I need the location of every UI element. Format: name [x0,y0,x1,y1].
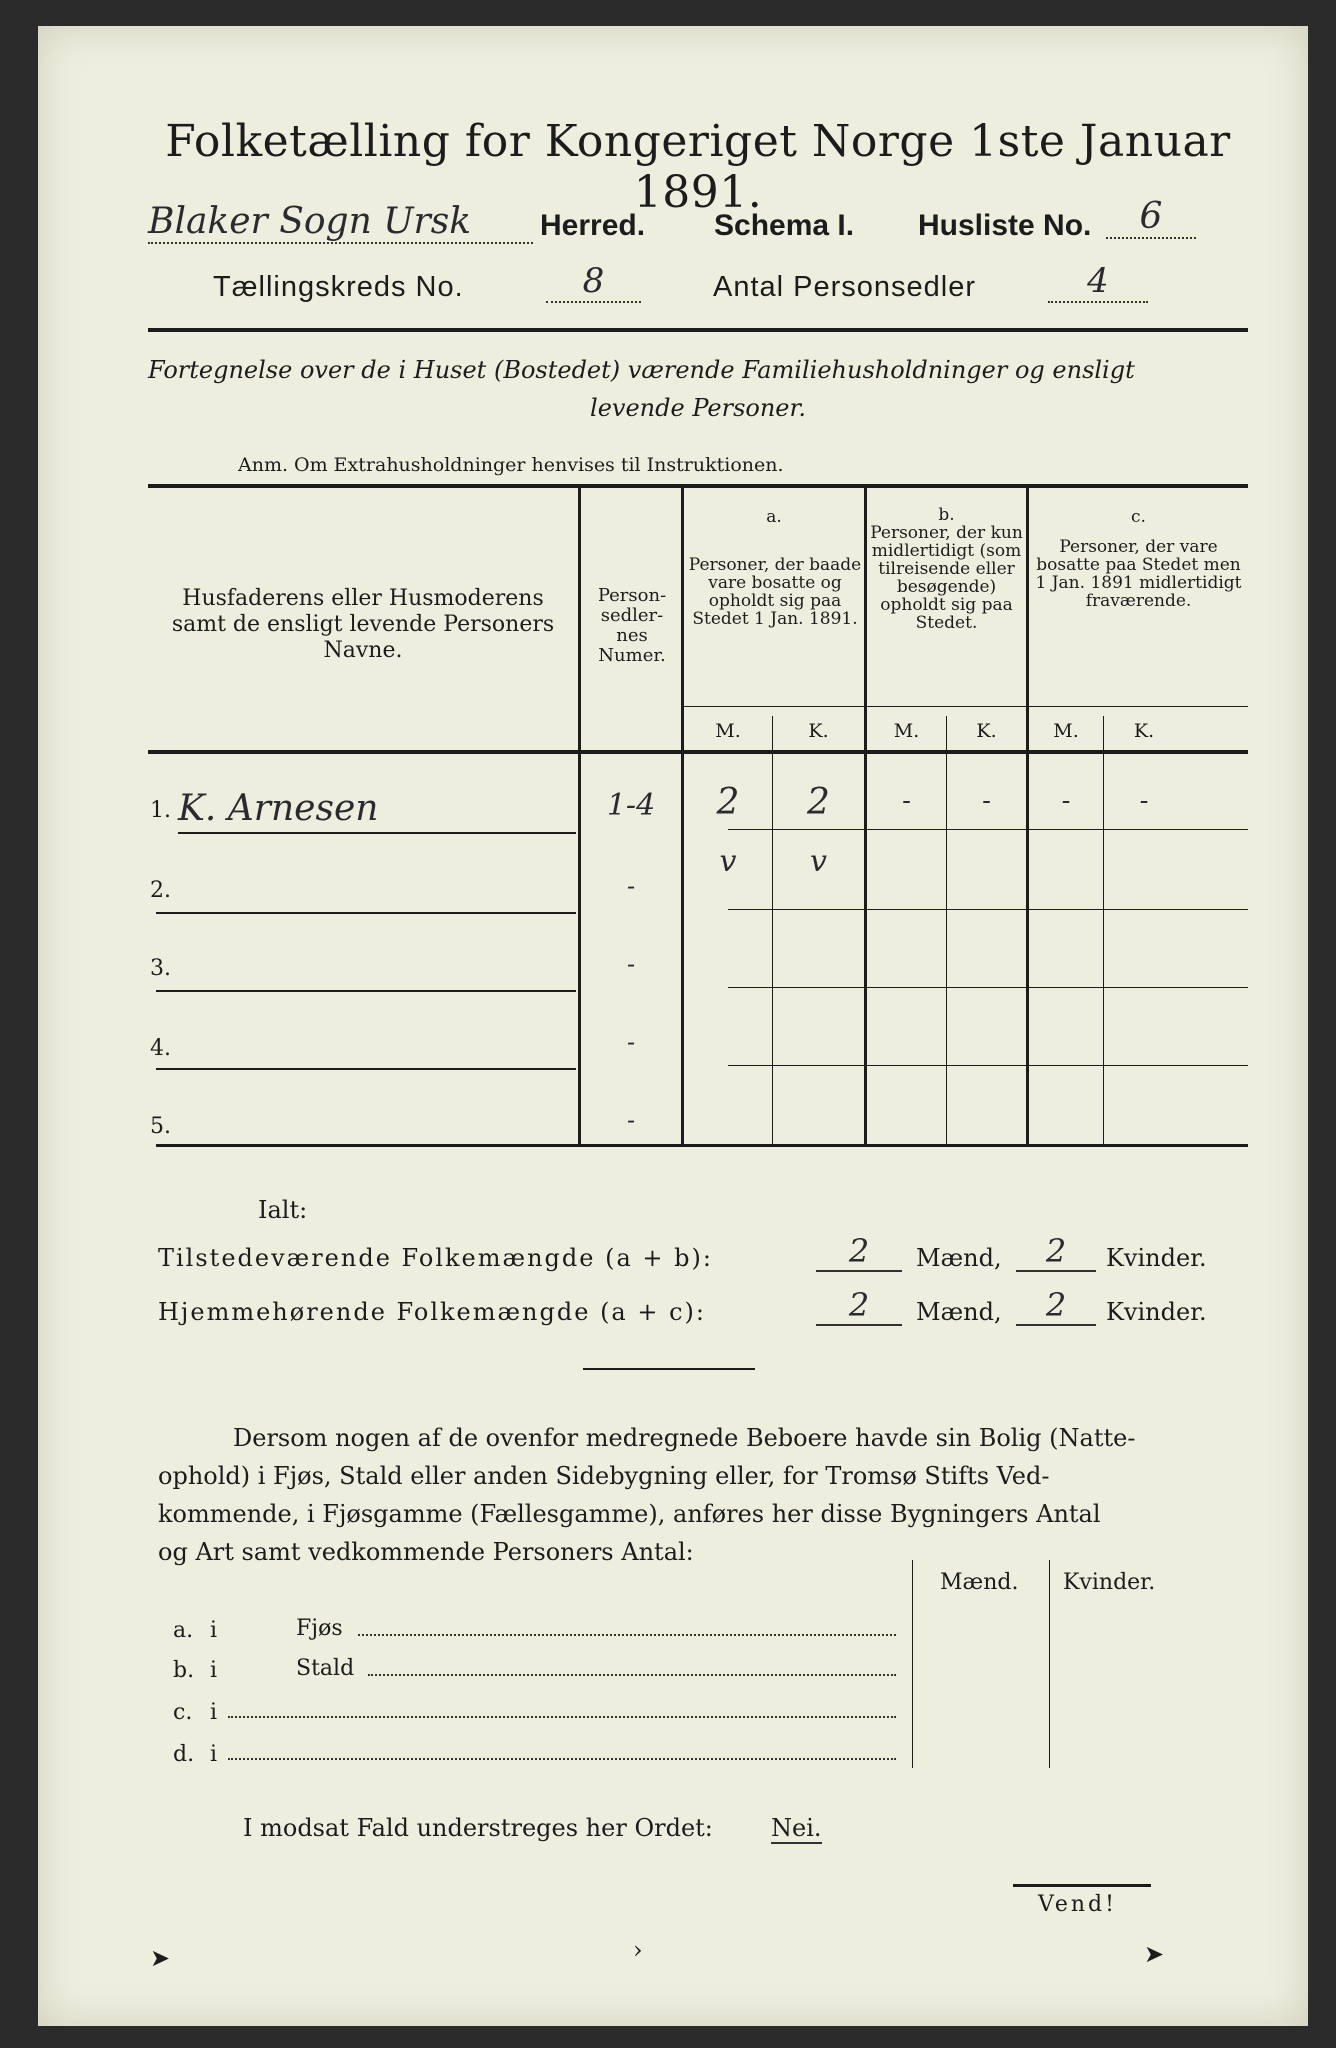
binding-mark-icon: › [633,1936,643,1964]
building-letter: c. [173,1700,193,1725]
row-line [156,1068,576,1070]
col-a-m: M. [715,720,741,742]
row-a-m: 2 [716,782,740,823]
row-line [156,990,576,992]
herred-value: Blaker Sogn Ursk [148,201,533,244]
col-header-b: Personer, der kun midlertidigt (som tilreisende eller besøgende) opholdt sig paa Stedet. [870,523,1023,633]
intro-line-1: Fortegnelse over de i Huset (Bostedet) værende Familiehusholdninger og ensligt [148,356,1135,384]
buildings-vrule [1049,1560,1050,1768]
row-a-k: v [810,844,827,879]
row-line [728,987,1248,988]
row-numer: 1-4 [606,788,656,823]
row-number: 3. [150,956,171,981]
row-line [728,1065,1248,1066]
nei-word: Nei. [771,1814,822,1842]
herred-label: Herred. [540,209,646,242]
binding-mark-icon: ➤ [1144,1940,1165,1968]
tilstede-kvinder-label: Kvinder. [1106,1244,1207,1272]
building-letter: a. [173,1618,194,1643]
paragraph-line-1: Dersom nogen af de ovenfor medregnede Beboere havde sin Bolig (Natte- [233,1424,1136,1452]
antal-label: Antal Personsedler [713,271,977,303]
col-header-a: Personer, der baade vare bosatte og opholdt sig paa Stedet 1 Jan. 1891. [688,555,862,629]
vend-rule [1013,1884,1151,1887]
hjemme-kvinder-label: Kvinder. [1106,1298,1207,1326]
tilstede-maend-value: 2 [816,1232,902,1272]
anm-note: Anm. Om Extrahusholdninger henvises til Instruktionen. [238,454,784,476]
row-line [728,909,1248,910]
header-divider [148,328,1248,332]
col-b-m: M. [893,720,920,742]
building-i: i [210,1700,218,1725]
vend-text: Vend! [1038,1892,1117,1917]
row-c-m: - [1061,786,1071,816]
buildings-kvinder-head: Kvinder. [1063,1570,1156,1595]
hjemme-label: Hjemmehørende Folkemængde (a + c): [158,1298,706,1326]
antal-value: 4 [1048,261,1148,303]
binding-mark-icon: ➤ [150,1944,171,1972]
col-header-names: Husfaderens eller Husmoderens samt de ensligt levende Personers Navne. [171,586,555,663]
form-title: Folketælling for Kongeriget Norge 1ste Januar 1891. [165,116,1231,218]
row-numer: - [626,1028,636,1056]
intro-line-2: levende Personer. [590,394,806,422]
row-b-k: - [982,786,991,816]
census-form-page [38,26,1308,2026]
husliste-label: Husliste No. [918,209,1092,242]
building-letter: b. [173,1658,195,1683]
col-c-k: K. [1133,720,1155,742]
row-line [156,912,576,914]
table-vrule [864,488,867,1146]
tilstede-label: Tilstedeværende Folkemængde (a + b): [158,1244,713,1272]
row-number: 1. [150,798,171,823]
row-number: 4. [150,1036,171,1061]
building-label: Stald [296,1656,355,1681]
row-number: 5. [150,1114,171,1139]
table-header-bottom-rule [148,750,1248,754]
table-bottom-rule [156,1144,1248,1147]
col-a-letter: a. [766,507,782,527]
mk-separator [1103,716,1104,1146]
building-dotted-line [358,1634,896,1636]
col-c-letter: c. [1131,507,1146,527]
schema-label: Schema I. [714,209,855,242]
mk-separator [772,716,773,1146]
row-b-m: - [902,786,911,816]
row-a-k: 2 [807,782,830,823]
buildings-maend-head: Mænd. [940,1570,1019,1595]
building-letter: d. [173,1742,195,1767]
table-vrule [1026,488,1029,1146]
row-line [728,829,1248,830]
tilstede-maend-label: Mænd, [916,1244,1002,1272]
row-number: 2. [150,878,171,903]
building-dotted-line [228,1716,896,1718]
row-name: K. Arnesen [178,788,379,829]
building-i: i [210,1742,218,1767]
col-header-numer: Person-sedler-nes Numer. [597,585,667,666]
col-b-k: K. [976,720,997,742]
kreds-label: Tællingskreds No. [213,271,464,303]
building-i: i [210,1618,218,1643]
ialt-label: Ialt: [258,1196,308,1224]
col-c-m: M. [1053,720,1079,742]
mk-separator [946,716,947,1146]
row-numer: - [626,872,636,900]
tilstede-kvinder-value: 2 [1016,1232,1096,1272]
row-line [178,832,576,834]
paragraph-line-4: og Art samt vedkommende Personers Antal: [158,1538,694,1566]
row-numer: - [626,950,636,978]
hjemme-kvinder-value: 2 [1016,1286,1096,1326]
building-label: Fjøs [296,1616,343,1641]
buildings-vrule [912,1560,913,1768]
husliste-value: 6 [1106,196,1196,239]
short-divider [583,1368,755,1370]
kreds-value: 8 [546,261,641,303]
building-dotted-line [368,1674,896,1676]
building-dotted-line [228,1758,896,1760]
table-top-rule [148,484,1248,488]
col-header-c: Personer, der vare bosatte paa Stedet men 1 Jan. 1891 midlertidigt fraværende. [1035,537,1242,611]
row-a-m: v [719,844,737,879]
hjemme-maend-label: Mænd, [916,1298,1002,1326]
building-i: i [210,1658,218,1683]
modsat-text: I modsat Fald understreges her Ordet: [243,1814,713,1842]
mk-header-rule [684,706,1248,707]
row-numer: - [626,1106,636,1134]
paragraph-line-2: ophold) i Fjøs, Stald eller anden Sidebygning eller, for Tromsø Stifts Ved- [158,1462,1050,1490]
col-b-letter: b. [938,505,955,525]
hjemme-maend-value: 2 [816,1286,902,1326]
paragraph-line-3: kommende, i Fjøsgamme (Fællesgamme), anføres her disse Bygningers Antal [158,1500,1101,1528]
col-a-k: K. [808,720,829,742]
row-c-k: - [1139,786,1149,816]
